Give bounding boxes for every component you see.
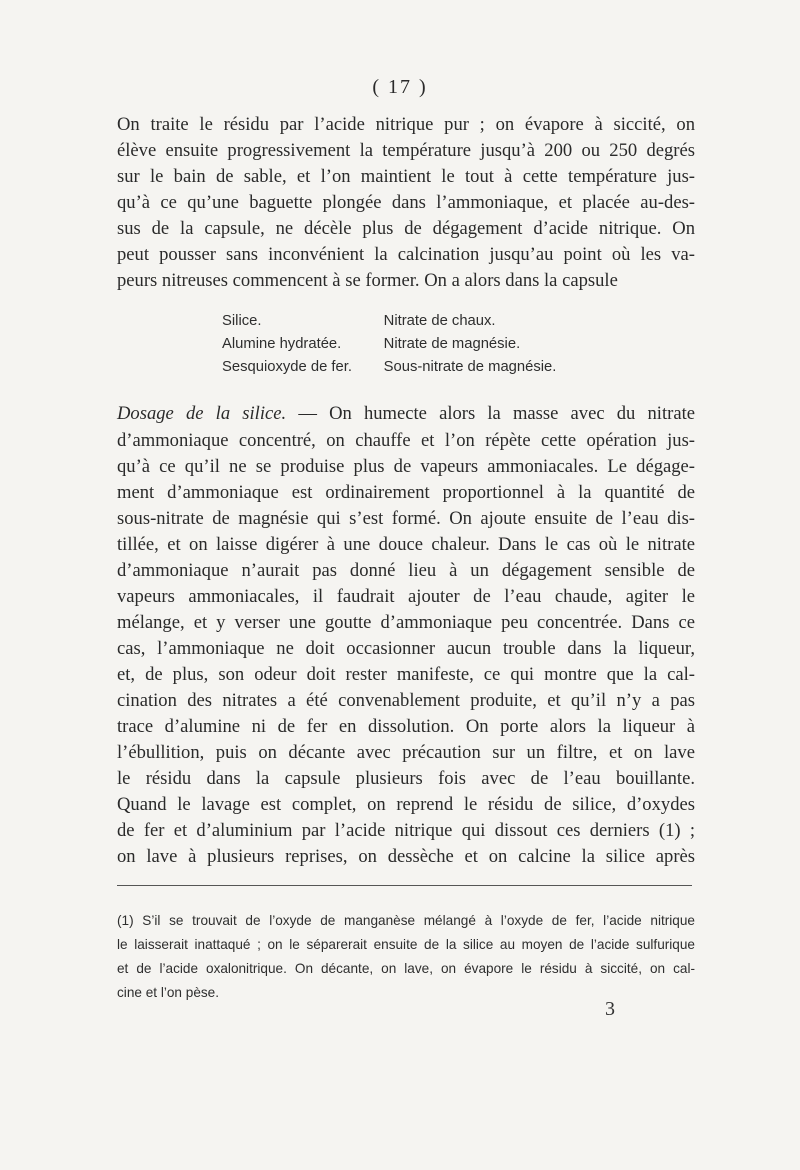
text-line: peurs nitreuses commencent à se former. On a alors dans la capsule bbox=[117, 270, 618, 291]
text-line: d’ammoniaque n’aurait pas donné lieu à un dégagement sensible de bbox=[117, 560, 695, 581]
section-heading: Dosage de la silice. bbox=[117, 403, 287, 424]
footnote-line: (1) S’il se trouvait de l’oxyde de manganèse mélangé à l’oxyde de fer, l’acide nitrique bbox=[117, 913, 695, 928]
text-line: on lave à plusieurs reprises, on dessèche et on calcine la silice après bbox=[117, 846, 695, 867]
text-line: et, de plus, son odeur doit rester manifeste, ce qui montre que la cal- bbox=[117, 664, 695, 685]
signature-mark: 3 bbox=[605, 998, 615, 1020]
compound-row bbox=[222, 333, 582, 356]
text-line: trace d’alumine ni de fer en dissolution. On porte alors la liqueur à bbox=[117, 716, 695, 737]
heading-line-rest: — On humecte alors la masse avec du nitrate bbox=[286, 403, 695, 424]
text-line: sur le bain de sable, et l’on maintient le tout à cette température jus- bbox=[117, 166, 695, 187]
compound-right: Nitrate de magnésie. bbox=[383, 336, 521, 352]
text-line: Quand le lavage est complet, on reprend le résidu de silice, d’oxydes bbox=[117, 794, 695, 815]
compound-row bbox=[222, 310, 582, 333]
footnote-line: le laisserait inattaqué ; on le séparerait ensuite de la silice au moyen de l’acide sulfurique bbox=[117, 937, 695, 952]
text-line: qu’à ce qu’une baguette plongée dans l’ammoniaque, et placée au-des- bbox=[117, 192, 695, 213]
text-line: cination des nitrates a été convenablement produite, et qu’il n’y a pas bbox=[117, 690, 695, 711]
text-line: d’ammoniaque concentré, on chauffe et l’on répète cette opération jus- bbox=[117, 430, 695, 451]
text-line bbox=[117, 403, 695, 425]
page-number: ( 17 ) bbox=[372, 76, 428, 98]
compound-right: Sous-nitrate de magnésie. bbox=[383, 359, 557, 375]
footnote-line: et de l’acide oxalonitrique. On décante, on lave, on évapore le résidu à siccité, on cal- bbox=[117, 961, 695, 976]
text-line: On traite le résidu par l’acide nitrique pur ; on évapore à siccité, on bbox=[117, 114, 695, 135]
text-line: qu’à ce qu’il ne se produise plus de vapeurs ammoniacales. Le dégage- bbox=[117, 456, 695, 477]
text-line: cas, l’ammoniaque ne doit occasionner aucun trouble dans la liqueur, bbox=[117, 638, 695, 659]
compound-list bbox=[222, 310, 582, 379]
text-line: sus de la capsule, ne décèle plus de dégagement d’acide nitrique. On bbox=[117, 218, 695, 239]
text-line: mélange, et y verser une goutte d’ammoniaque peu concentrée. Dans ce bbox=[117, 612, 695, 633]
text-line: sous-nitrate de magnésie qui s’est formé. On ajoute ensuite de l’eau dis- bbox=[117, 508, 695, 529]
compound-right: Nitrate de chaux. bbox=[383, 313, 496, 329]
text-line: vapeurs ammoniacales, il faudrait ajouter de l’eau chaude, agiter le bbox=[117, 586, 695, 607]
footnote-divider bbox=[117, 885, 692, 886]
compound-left: Alumine hydratée. bbox=[222, 336, 342, 352]
compound-row bbox=[222, 356, 582, 379]
text-line: peut pousser sans inconvénient la calcination jusqu’au point où les va- bbox=[117, 244, 695, 265]
text-line: élève ensuite progressivement la température jusqu’à 200 ou 250 degrés bbox=[117, 140, 695, 161]
text-line: le résidu dans la capsule plusieurs fois avec de l’eau bouillante. bbox=[117, 768, 695, 789]
text-line: l’ébullition, puis on décante avec précaution sur un filtre, et on lave bbox=[117, 742, 695, 763]
compound-left: Sesquioxyde de fer. bbox=[222, 359, 352, 375]
text-line: ment d’ammoniaque est ordinairement proportionnel à la quantité de bbox=[117, 482, 695, 503]
text-line: tillée, et on laisse digérer à une douce chaleur. Dans le cas où le nitrate bbox=[117, 534, 695, 555]
compound-left: Silice. bbox=[222, 313, 262, 329]
text-line: de fer et d’aluminium par l’acide nitrique qui dissout ces derniers (1) ; bbox=[117, 820, 695, 841]
footnote-line: cine et l’on pèse. bbox=[117, 985, 220, 1000]
